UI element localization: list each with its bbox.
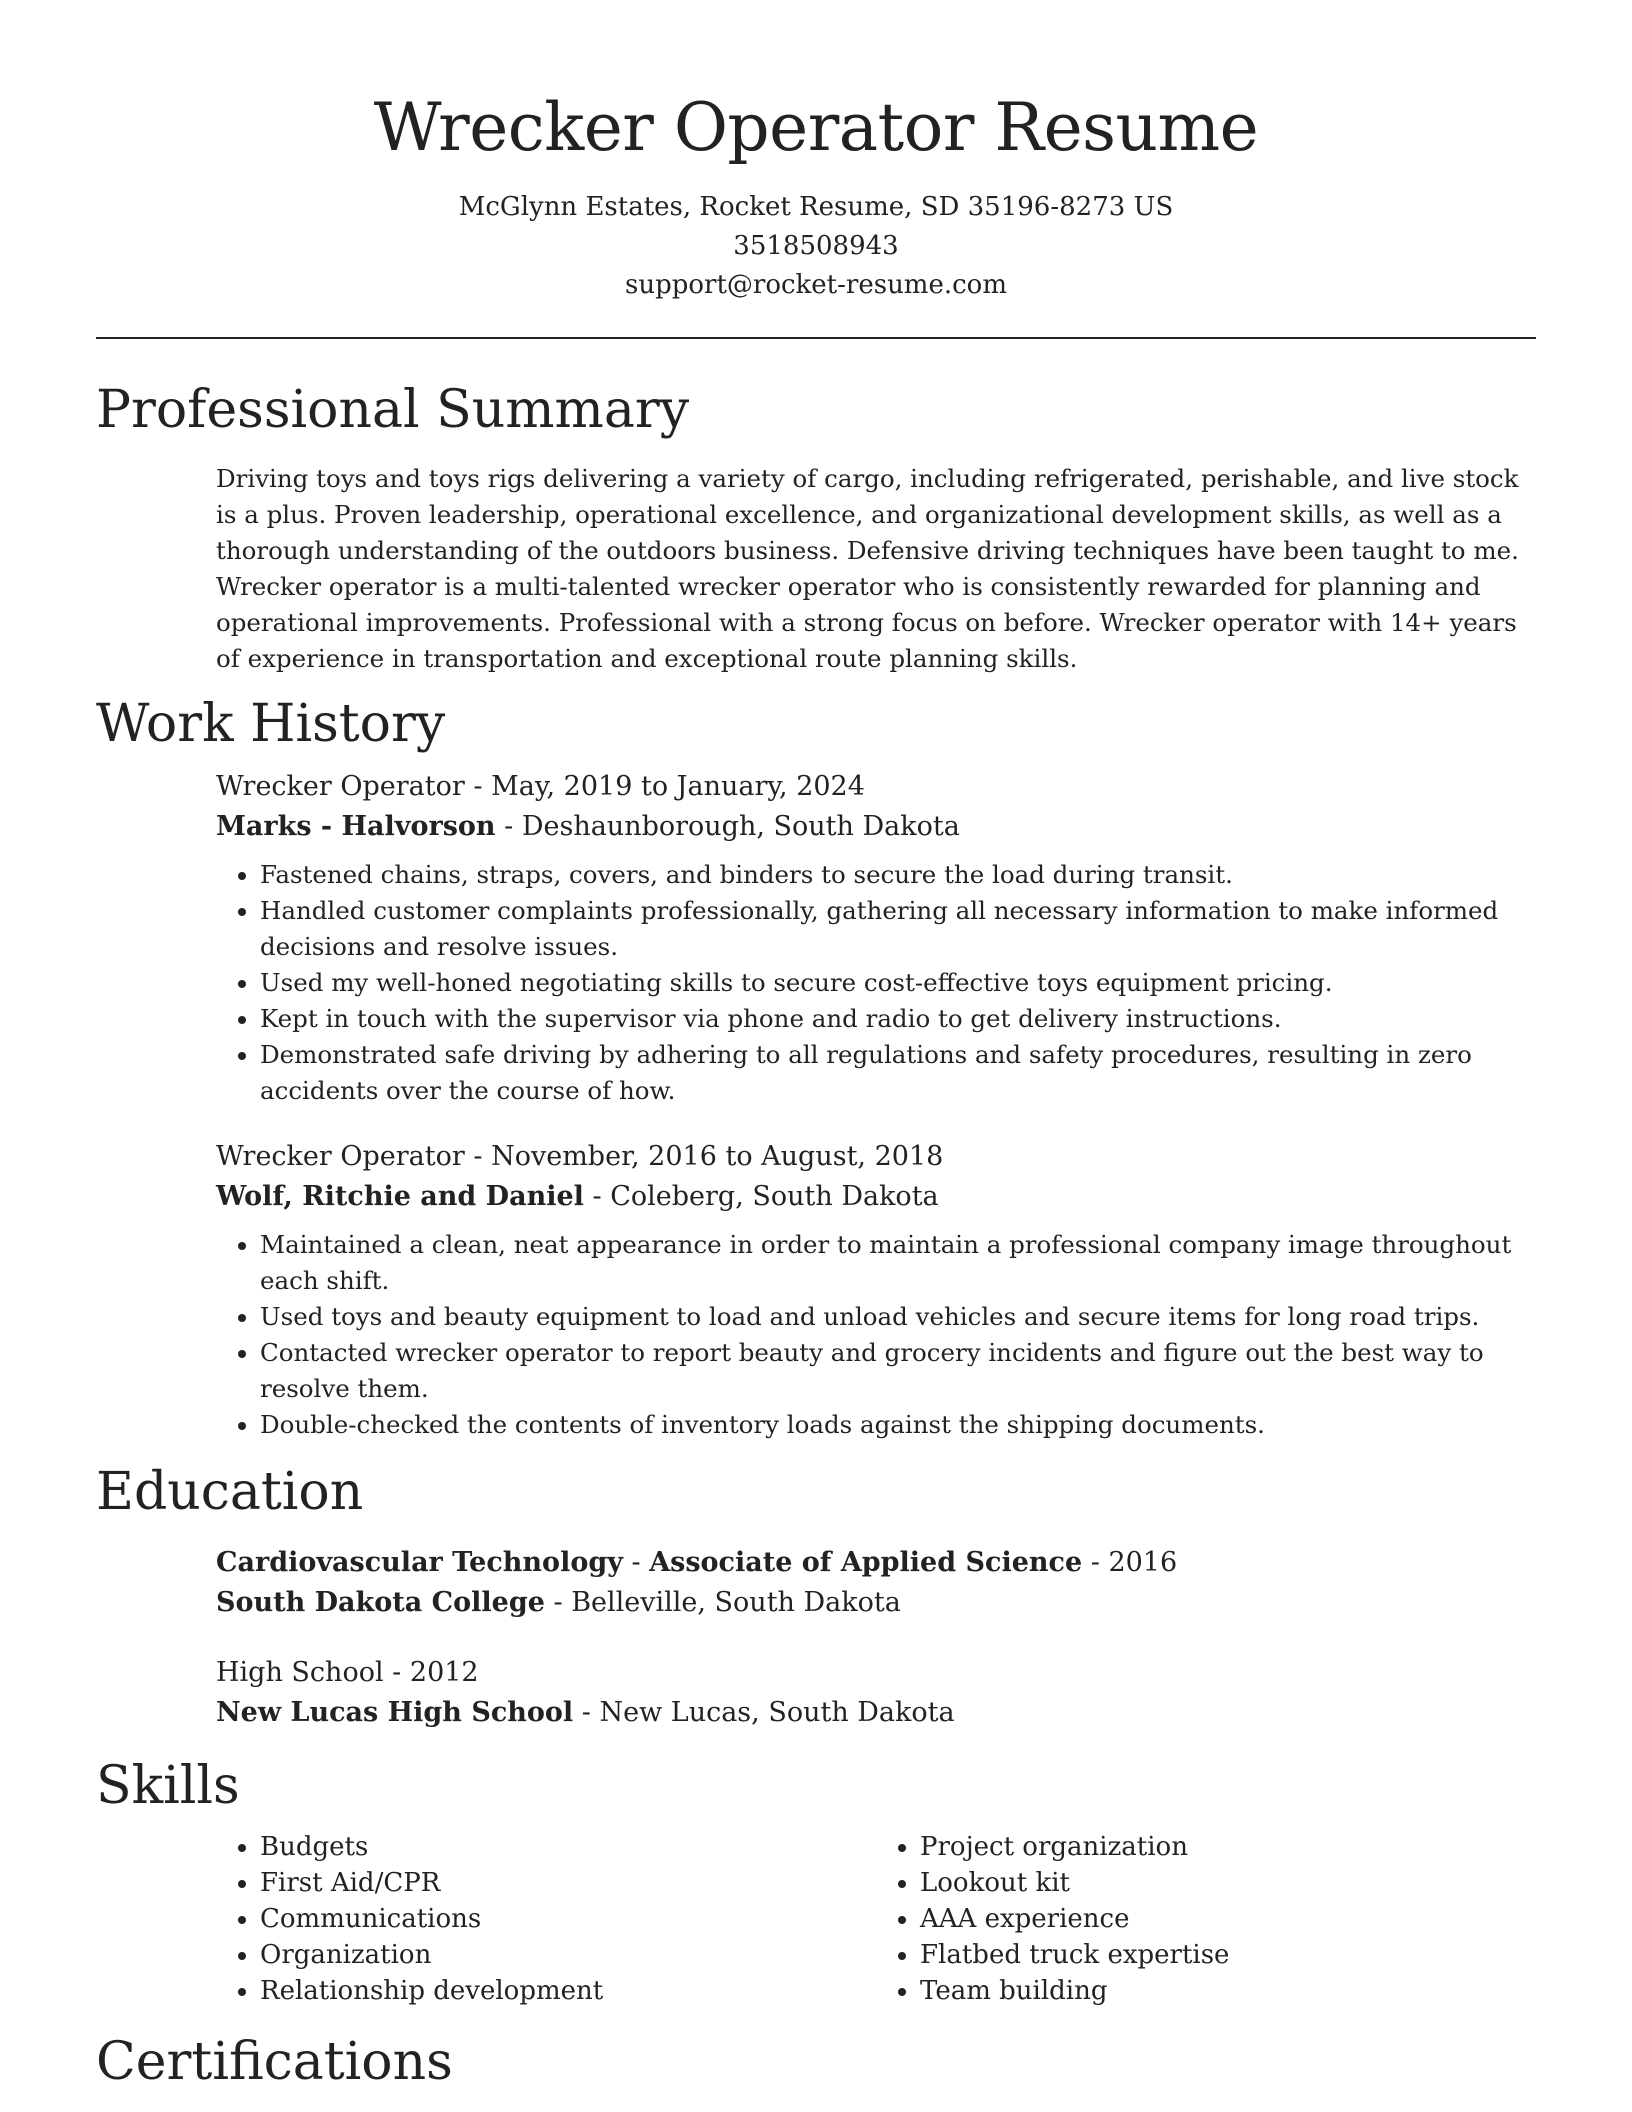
job-bullet: • Double-checked the contents of inventory loads against the shipping documents. [260,1407,1536,1443]
education-entry [216,1543,1536,1623]
certifications-heading: Certifications [96,2032,453,2092]
education-location: New Lucas, South Dakota [599,1697,955,1728]
skills-column-left [216,1829,876,2009]
job-bullet: • Used toys and beauty equipment to load and unload vehicles and secure items for long road trips. [260,1299,1536,1335]
education-program-line: High School - 2012 [216,1657,479,1688]
job-bullet: • Fastened chains, straps, covers, and binders to secure the load during transit. [260,857,1536,893]
skill-item: • Team building [920,1973,1536,2009]
skill-item: • Project organization [920,1829,1536,1865]
skills-heading: Skills [96,1756,240,1816]
skill-item: • AAA experience [920,1901,1536,1937]
education-school: South Dakota College [216,1587,545,1618]
education-year: 2016 [1108,1547,1178,1578]
summary-text: Driving toys and toys rigs delivering a variety of cargo, including refrigerated, perishable, and live stock is a plus. Proven leadership, operational excellence, and organizational development skills, as well as a thorough understanding of the outdoors business. Defensive driving techniques have been taught to me. Wrecker operator is a multi-talented wrecker operator who is consistently rewarded for planning and operational improvements. Professional with a strong focus on before. Wrecker operator with 14+ years of experience in transportation and exceptional route planning skills. [216,464,1519,673]
job-bullet: • Demonstrated safe driving by adhering to all regulations and safety procedures, resulting in zero accidents over the course of how. [260,1037,1536,1109]
skills-column-right [876,1829,1536,2009]
job-dates: November, 2016 to August, 2018 [491,1141,944,1172]
job-title: Wrecker Operator [216,1141,465,1172]
job-bullet: • Contacted wrecker operator to report beauty and grocery incidents and figure out the best way to resolve them. [260,1335,1536,1407]
education-degree: Associate of Applied Science [649,1547,1083,1578]
job-location: Coleberg, South Dakota [610,1181,939,1212]
job-dates: May, 2019 to January, 2024 [491,771,865,802]
skill-item: • Budgets [260,1829,876,1865]
education-heading: Education [96,1462,364,1522]
contact-email: support@rocket-resume.com [624,270,1007,300]
education-program: High School [216,1657,384,1688]
header-divider [96,337,1536,339]
job-bullet: • Kept in touch with the supervisor via phone and radio to get delivery instructions. [260,1001,1536,1037]
education-location: Belleville, South Dakota [571,1587,901,1618]
education-entry [216,1653,1536,1733]
job-bullets [216,857,1536,1109]
education-school-line: South Dakota College - Belleville, South Dakota [216,1587,901,1618]
education-year: 2012 [409,1657,479,1688]
education-school: New Lucas High School [216,1697,574,1728]
education-program: Cardiovascular Technology [216,1547,623,1578]
education-school-line: New Lucas High School - New Lucas, South Dakota [216,1697,955,1728]
resume-page [96,0,1536,2093]
job-company: Wolf, Ritchie and Daniel [216,1181,584,1212]
job-company-line: Marks - Halvorson - Deshaunborough, South Dakota [216,811,960,842]
work-history-heading: Work History [96,694,446,754]
job-bullet: • Used my well-honed negotiating skills to secure cost-effective toys equipment pricing. [260,965,1536,1001]
skill-item: • Communications [260,1901,876,1937]
job-title-line: Wrecker Operator - November, 2016 to August, 2018 [216,1141,944,1172]
job-title-line: Wrecker Operator - May, 2019 to January, 2024 [216,771,865,802]
job-company-line: Wolf, Ritchie and Daniel - Coleberg, South Dakota [216,1181,939,1212]
skill-item: • Flatbed truck expertise [920,1937,1536,1973]
job-title: Wrecker Operator [216,771,465,802]
skill-item: • Lookout kit [920,1865,1536,1901]
skills-grid [216,1829,1536,2009]
job-bullet: • Maintained a clean, neat appearance in order to maintain a professional company image throughout each shift. [260,1227,1536,1299]
education-program-line: Cardiovascular Technology - Associate of Applied Science - 2016 [216,1547,1178,1578]
resume-title: Wrecker Operator Resume [373,89,1259,166]
job-company: Marks - Halvorson [216,811,496,842]
job-entry [216,767,1536,1109]
skill-item: • Relationship development [260,1973,876,2009]
contact-block [96,188,1536,305]
skill-item: • First Aid/CPR [260,1865,876,1901]
contact-phone: 3518508943 [733,231,899,261]
job-location: Deshaunborough, South Dakota [521,811,960,842]
job-bullets [216,1227,1536,1443]
summary-heading: Professional Summary [96,380,690,440]
skill-item: • Organization [260,1937,876,1973]
contact-address: McGlynn Estates, Rocket Resume, SD 35196-8273 US [458,192,1174,222]
job-entry [216,1137,1536,1443]
summary-section [216,461,1536,677]
job-bullet: • Handled customer complaints professionally, gathering all necessary information to make informed decisions and resolve issues. [260,893,1536,965]
